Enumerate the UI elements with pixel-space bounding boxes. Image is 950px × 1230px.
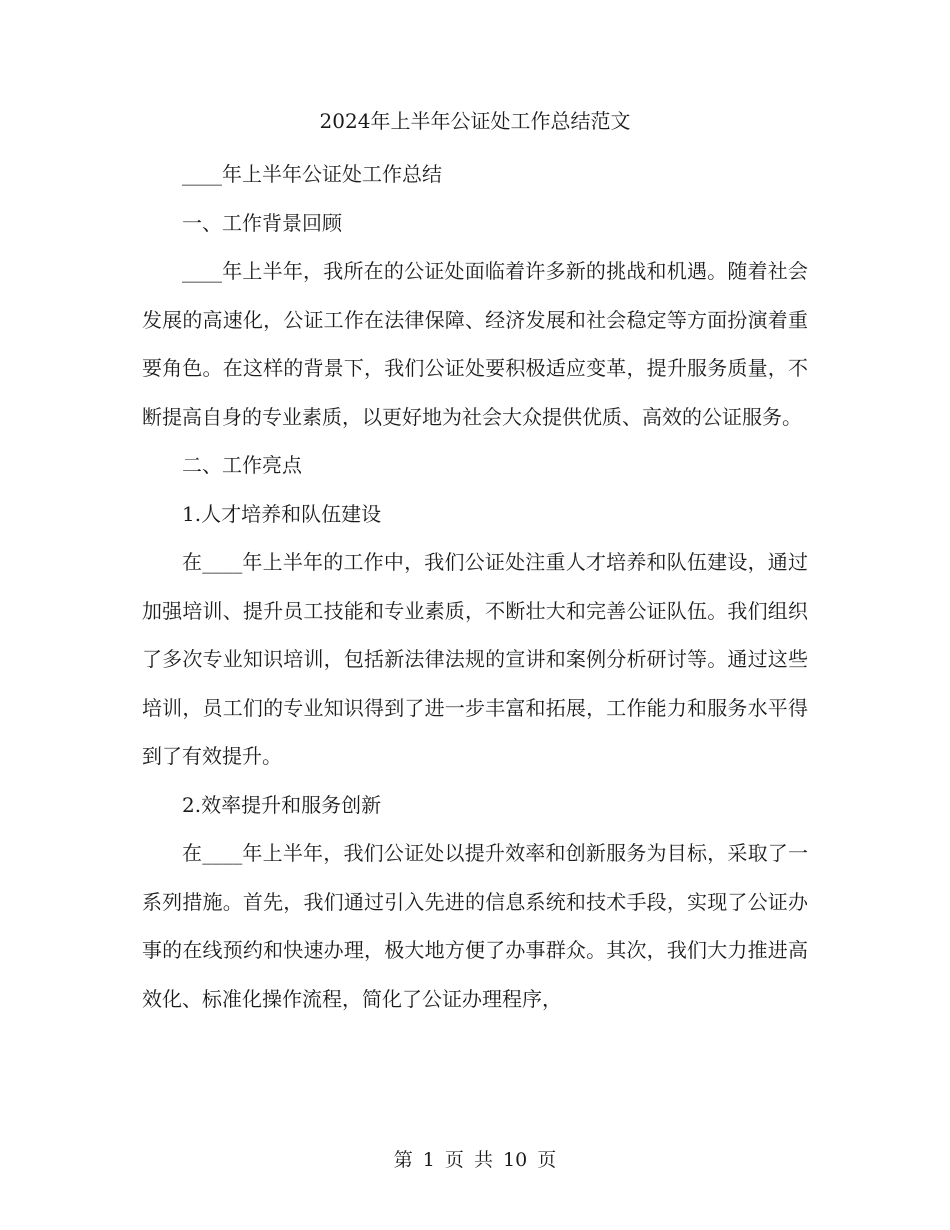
subheading-talent: 1.人才培养和队伍建设: [182, 501, 382, 526]
body-paragraph-talent: 在____年上半年的工作中，我们公证处注重人才培养和队伍建设，通过加强培训、提升员工技能和专业素质，不断壮大和完善公证队伍。我们组织了多次专业知识培训，包括新法律法规的宣讲和案例分析研讨等。通过这些培训，员工们的专业知识得到了进一步丰富和拓展，工作能力和服务水平得到了有效提升。: [142, 550, 808, 768]
document-title: 2024年上半年公证处工作总结范文: [319, 109, 631, 133]
body-paragraph-background: ____年上半年，我所在的公证处面临着许多新的挑战和机遇。随着社会发展的高速化，公证工作在法律保障、经济发展和社会稳定等方面扮演着重要角色。在这样的背景下，我们公证处要积极适应变革，提升服务质量，不断提高自身的专业素质，以更好地为社会大众提供优质、高效的公证服务。: [142, 259, 808, 429]
document-body: [142, 150, 808, 1023]
section-heading-highlights: 二、工作亮点: [182, 453, 302, 477]
subtitle-paragraph: ____年上半年公证处工作总结: [182, 162, 442, 186]
subheading-efficiency: 2.效率提升和服务创新: [182, 792, 382, 817]
body-paragraph-efficiency: 在____年上半年，我们公证处以提升效率和创新服务为目标，采取了一系列措施。首先，我们通过引入先进的信息系统和技术手段，实现了公证办事的在线预约和快速办理，极大地方便了办事群众。其次，我们大力推进高效化、标准化操作流程，简化了公证办理程序，: [142, 841, 808, 1011]
section-heading-background: 一、工作背景回顾: [182, 210, 342, 235]
page-number-footer: 第 1 页 共 10 页: [393, 1149, 557, 1171]
